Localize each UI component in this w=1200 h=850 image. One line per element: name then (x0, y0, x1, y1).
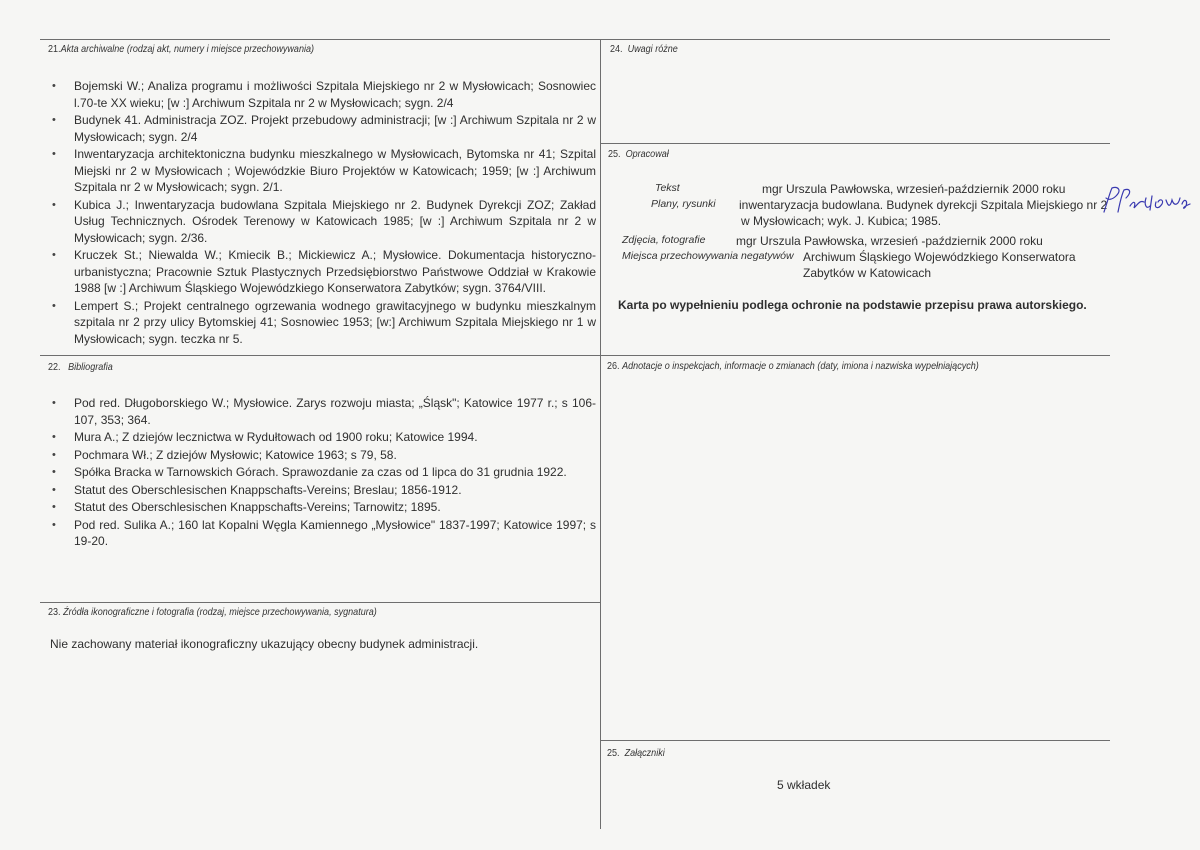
section-23-number: 23. (48, 606, 61, 618)
text-author-value: mgr Urszula Pawłowska, wrzesień-październik 2000 roku (762, 182, 1066, 196)
negatives-value-line2: Zabytków w Katowicach (803, 266, 932, 280)
section-24-title (610, 43, 678, 55)
list-item: • Lempert S.; Projekt centralnego ogrzewania wodnego grawitacyjnego w budynku mieszkalnym szpitala nr 2 przy ulicy Bytomskiej 41; Sosnowiec 1953; [w:] Archiwum Szpitala Miejskiego nr 1 w Mysłowicach; sygn. teczka nr 5. (50, 298, 596, 348)
section-26-heading: Adnotacje o inspekcjach, informacje o zmianach (daty, imiona i nazwiska wypełniających) (622, 360, 979, 372)
list-item: • Spółka Bracka w Tarnowskich Górach. Sprawozdanie za czas od 1 lipca do 31 grudnia 1922. (50, 464, 596, 481)
archival-records-list (50, 78, 596, 348)
top-border (40, 39, 1110, 40)
photos-value: mgr Urszula Pawłowska, wrzesień -październik 2000 roku (736, 234, 1043, 248)
text-author-label: Tekst (655, 182, 680, 194)
section-25-number: 25. (608, 148, 621, 160)
section-25-title (608, 148, 669, 160)
drawings-label: Plany, rysunki (651, 198, 716, 210)
divider-21-22 (40, 355, 1110, 356)
handwritten-signature (1100, 182, 1192, 222)
drawings-value-line1: inwentaryzacja budowlana. Budynek dyrekcji Szpitala Miejskiego nr 2 (739, 198, 1108, 212)
iconography-note: Nie zachowany materiał ikonograficzny ukazujący obecny budynek administracji. (50, 637, 479, 651)
section-23-title (48, 606, 377, 618)
list-item: • Statut des Oberschlesischen Knappschafts-Vereins; Breslau; 1856-1912. (50, 482, 596, 499)
section-21-number: 21. (48, 43, 61, 55)
section-22-number: 22. (48, 361, 61, 373)
list-item: • Budynek 41. Administracja ZOZ. Projekt przebudowy administracji; [w :] Archiwum Szpitala nr 2 w Mysłowicach; sygn. 2/4 (50, 112, 596, 145)
section-21-title (48, 43, 314, 55)
column-divider (600, 39, 601, 829)
section-24-heading: Uwagi różne (627, 43, 678, 55)
copyright-notice: Karta po wypełnieniu podlega ochronie na podstawie przepisu prawa autorskiego. (618, 298, 1087, 312)
list-item: • Mura A.; Z dziejów lecznictwa w Rydułtowach od 1900 roku; Katowice 1994. (50, 429, 596, 446)
attachments-number: 25. (607, 747, 620, 759)
section-21-heading: Akta archiwalne (rodzaj akt, numery i miejsce przechowywania) (60, 43, 315, 55)
list-item: • Pochmara Wł.; Z dziejów Mysłowic; Katowice 1963; s 79, 58. (50, 447, 596, 464)
section-26-number: 26. (607, 360, 620, 372)
section-25-heading: Opracował (625, 148, 669, 160)
divider-22-23 (40, 602, 600, 603)
list-item: • Pod red. Sulika A.; 160 lat Kopalni Węgla Kamiennego „Mysłowice" 1837-1997; Katowice 1997; s 19-20. (50, 517, 596, 550)
divider-24-25 (600, 143, 1110, 144)
negatives-label: Miejsca przechowywania negatywów (622, 250, 794, 262)
bibliography-list (50, 395, 596, 551)
divider-26-25b (600, 740, 1110, 741)
list-item: • Bojemski W.; Analiza programu i możliwości Szpitala Miejskiego nr 2 w Mysłowicach; Sosnowiec l.70-te XX wieku; [w :] Archiwum Szpitala nr 2 w Mysłowicach; sygn. 2/4 (50, 78, 596, 111)
section-24-number: 24. (610, 43, 623, 55)
drawings-value-line2: w Mysłowicach; wyk. J. Kubica; 1985. (741, 214, 942, 228)
list-item: • Pod red. Długoborskiego W.; Mysłowice. Zarys rozwoju miasta; „Śląsk"; Katowice 1977 r.; s 106-107, 353; 364. (50, 395, 596, 428)
list-item: • Kruczek St.; Niewalda W.; Kmiecik B.; Mickiewicz A.; Mysłowice. Dokumentacja historyczno-urbanistyczna; Pracownie Sztuk Plastycznych Przedsiębiorstwo Państwowe Oddział w Krakowie 1988 [w :] Archiwum Śląskiego Wojewódzkiego Konserwatora Zabytków; sygn. 3764/VIII. (50, 247, 596, 297)
attachments-count: 5 wkładek (777, 778, 831, 792)
list-item: • Inwentaryzacja architektoniczna budynku mieszkalnego w Mysłowicach, Bytomska nr 41; Szpital Miejski nr 2 w Mysłowicach ; Wojewódzkie Biuro Projektów w Katowicach; 1959; [w :] Archiwum Szpitala nr 2 w Mysłowicach; sygn. 2/1. (50, 146, 596, 196)
negatives-value-line1: Archiwum Śląskiego Wojewódzkiego Konserwatora (803, 250, 1076, 264)
section-22-heading: Bibliografia (68, 361, 113, 373)
photos-label: Zdjęcia, fotografie (622, 234, 706, 246)
section-26-title (607, 360, 979, 372)
section-22-title (48, 361, 113, 373)
list-item: • Kubica J.; Inwentaryzacja budowlana Szpitala Miejskiego nr 2. Budynek Dyrekcji ZOZ; Zakład Usług Technicznych. Ośrodek Terenowy w Katowicach 1985; [w :] Archiwum Szpitala nr 2 w Mysłowicach; sygn. 2/36. (50, 197, 596, 247)
section-23-heading: Źródła ikonograficzne i fotografia (rodzaj, miejsce przechowywania, sygnatura) (63, 606, 377, 618)
list-item: • Statut des Oberschlesischen Knappschafts-Vereins; Tarnowitz; 1895. (50, 499, 596, 516)
attachments-title (607, 747, 665, 759)
attachments-heading: Załączniki (624, 747, 665, 759)
